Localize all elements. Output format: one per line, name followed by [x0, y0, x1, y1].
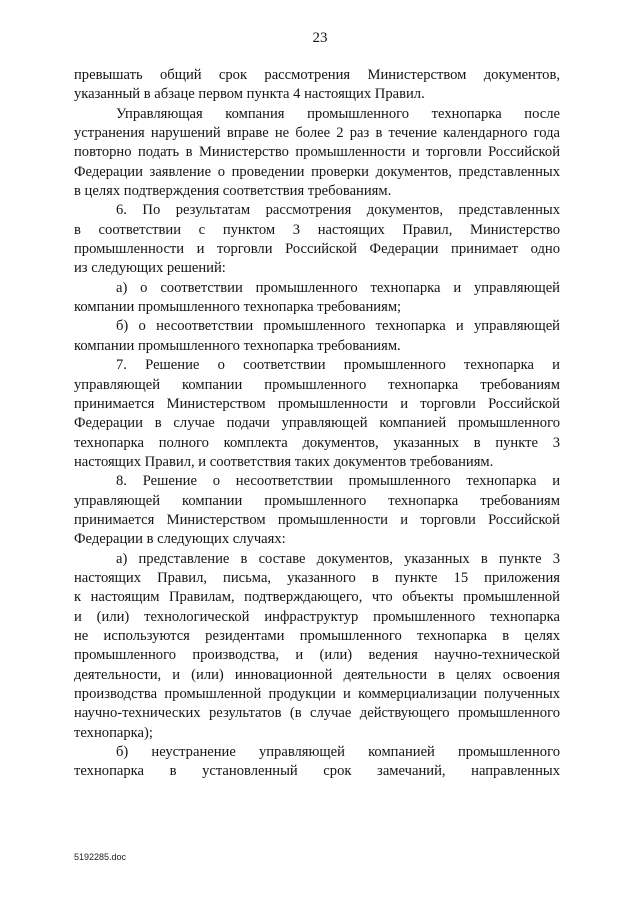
text-line: 7. Решение о соответствии промышленного технопарка и: [116, 357, 560, 374]
text-line: научно-технических результатов (в случае действующего промышленного: [74, 705, 560, 722]
text-line: и (или) технологической инфраструктур промышленного технопарка: [74, 608, 560, 625]
text-line: устранения нарушений вправе не более 2 раз в течение календарного года: [74, 125, 560, 142]
text-line: компании промышленного технопарка требованиям;: [74, 299, 402, 316]
text-line: указанный в абзаце первом пункта 4 настоящих Правил.: [74, 86, 425, 103]
text-line: Управляющая компания промышленного технопарка после: [116, 105, 560, 122]
text-line: деятельности, и (или) инновационной деятельности в целях освоения: [74, 666, 560, 683]
text-line: принимается Министерством промышленности и торговли Российской: [74, 511, 560, 528]
text-line: повторно подать в Министерство промышленности и торговли Российской: [74, 144, 560, 161]
text-line: а) о соответствии промышленного технопарка и управляющей: [116, 279, 560, 296]
text-line: а) представление в составе документов, указанных в пункте 3: [116, 550, 560, 567]
text-line: технопарка в установленный срок замечаний, направленных: [74, 763, 560, 780]
text-line: управляющей компании промышленного технопарка требованиям: [74, 492, 560, 509]
document-body: [74, 66, 560, 782]
text-line: принимается Министерством промышленности и торговли Российской: [74, 395, 560, 412]
text-line: настоящих Правил, письма, указанного в пункте 15 приложения: [74, 569, 560, 586]
text-line: управляющей компании промышленного технопарка требованиям: [74, 376, 560, 393]
text-line: в соответствии с пунктом 3 настоящих Правил, Министерство: [74, 221, 560, 238]
text-line: настоящих Правил, и соответствия таких документов требованиям.: [74, 453, 494, 470]
text-line: б) неустранение управляющей компанией промышленного: [116, 744, 560, 761]
text-line: б) о несоответствии промышленного технопарка и управляющей: [116, 318, 560, 335]
text-line: промышленности и торговли Российской Федерации принимает одно: [74, 241, 560, 258]
text-line: Федерации в следующих случаях:: [74, 531, 286, 548]
text-line: 6. По результатам рассмотрения документов, представленных: [116, 202, 560, 219]
text-line: превышать общий срок рассмотрения Министерством документов,: [74, 67, 560, 83]
document-footer-code: 5192285.doc: [74, 852, 127, 862]
text-line: технопарка);: [74, 724, 153, 741]
text-line: к настоящим Правилам, подтверждающего, что объекты промышленной: [74, 589, 560, 606]
text-line: компании промышленного технопарка требованиям.: [74, 337, 401, 354]
text-line: Федерации заявление о проведении проверки документов, представленных: [74, 163, 560, 180]
text-line: производства промышленной продукции и коммерциализации полученных: [74, 686, 560, 702]
text-line: Федерации в случае подачи управляющей компанией промышленного: [74, 415, 560, 432]
text-line: промышленного производства, и (или) ведения научно-технической: [74, 647, 560, 664]
text-line: технопарка полного комплекта документов, указанных в пункте 3: [74, 434, 560, 451]
page-number: 23: [312, 30, 328, 46]
text-line: 8. Решение о несоответствии промышленного технопарка и: [116, 473, 560, 490]
text-line: из следующих решений:: [74, 260, 226, 277]
text-line: в целях подтверждения соответствия требованиям.: [74, 183, 392, 200]
text-line: не используются резидентами промышленного технопарка в целях: [74, 627, 560, 644]
